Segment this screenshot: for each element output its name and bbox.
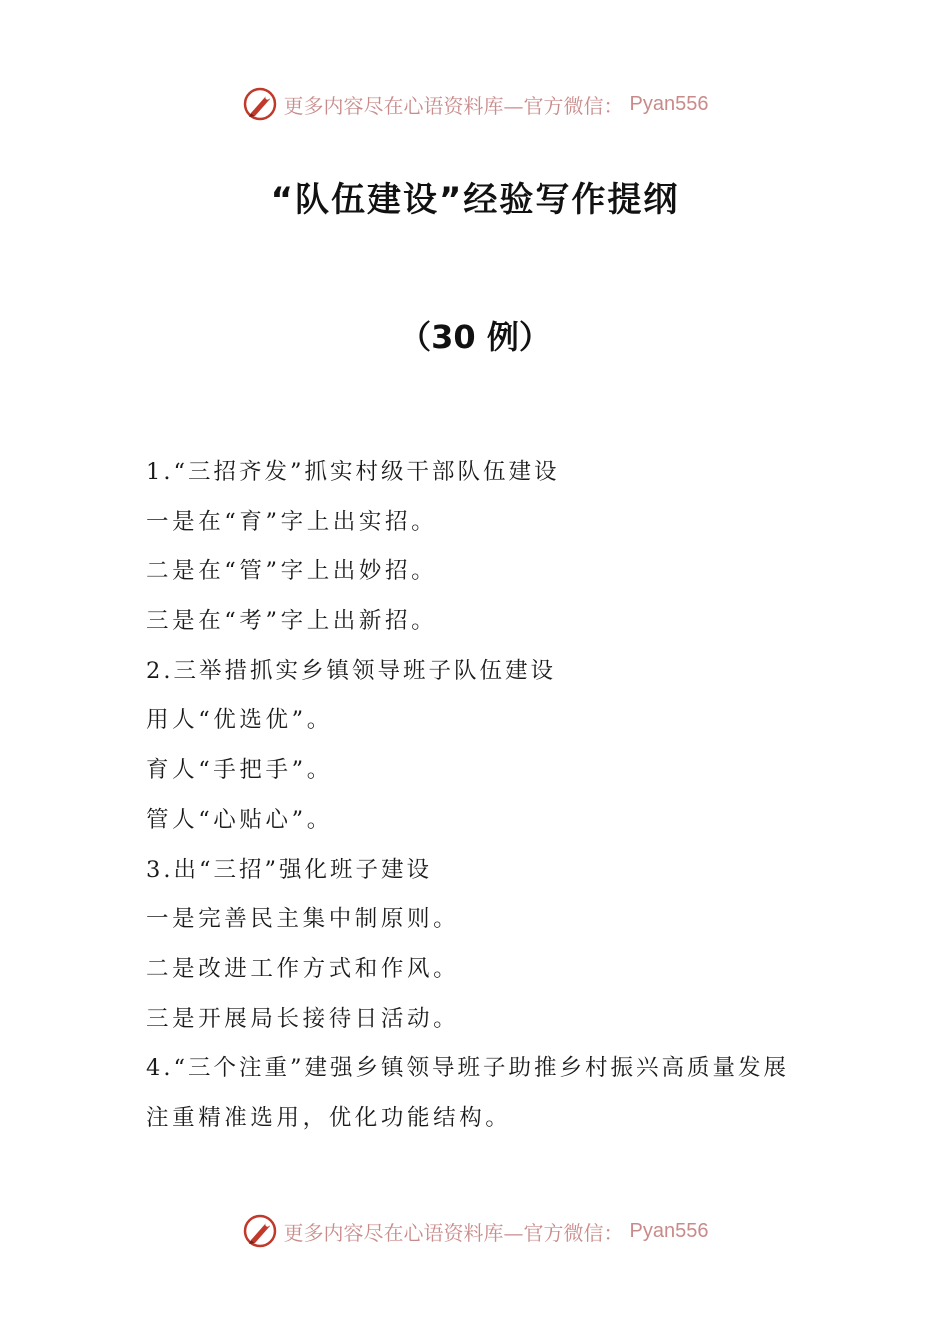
list-item: 管人“心贴心”。: [146, 806, 333, 833]
section-heading: 4.“三个注重”建强乡镇领导班子助推乡村振兴高质量发展: [146, 1055, 789, 1082]
list-item: 注重精准选用，优化功能结构。: [146, 1104, 512, 1131]
watermark-footer: [0, 1211, 950, 1251]
document-subtitle: （30 例）: [399, 318, 551, 356]
list-item: 一是完善民主集中制原则。: [146, 906, 460, 933]
section-heading: 2.三举措抓实乡镇领导班子队伍建设: [146, 657, 556, 684]
section-heading: 3.出“三招”强化班子建设: [146, 856, 432, 883]
watermark-text: 更多内容尽在心语资料库—官方微信：: [283, 93, 624, 118]
document-title: “队伍建设”经验写作提纲: [270, 180, 680, 220]
list-item: 二是改进工作方式和作风。: [146, 955, 460, 982]
watermark-wechat-id: Pyan556: [629, 92, 709, 115]
list-item: 三是开展局长接待日活动。: [146, 1005, 460, 1032]
watermark-text: 更多内容尽在心语资料库—官方微信：: [283, 1220, 624, 1245]
list-item: 一是在“育”字上出实招。: [146, 508, 438, 535]
watermark-wechat-id: Pyan556: [629, 1219, 709, 1242]
section-heading: 1.“三招齐发”抓实村级干部队伍建设: [146, 459, 560, 485]
pen-logo-icon: [242, 86, 278, 122]
document-body: [146, 452, 846, 1148]
list-item: 育人“手把手”。: [146, 757, 333, 784]
watermark-header: [0, 84, 950, 124]
list-item: 三是在“考”字上出新招。: [146, 608, 438, 635]
pen-logo-icon: [242, 1213, 278, 1249]
list-item: 二是在“管”字上出妙招。: [146, 558, 438, 585]
list-item: 用人“优选优”。: [146, 707, 333, 734]
